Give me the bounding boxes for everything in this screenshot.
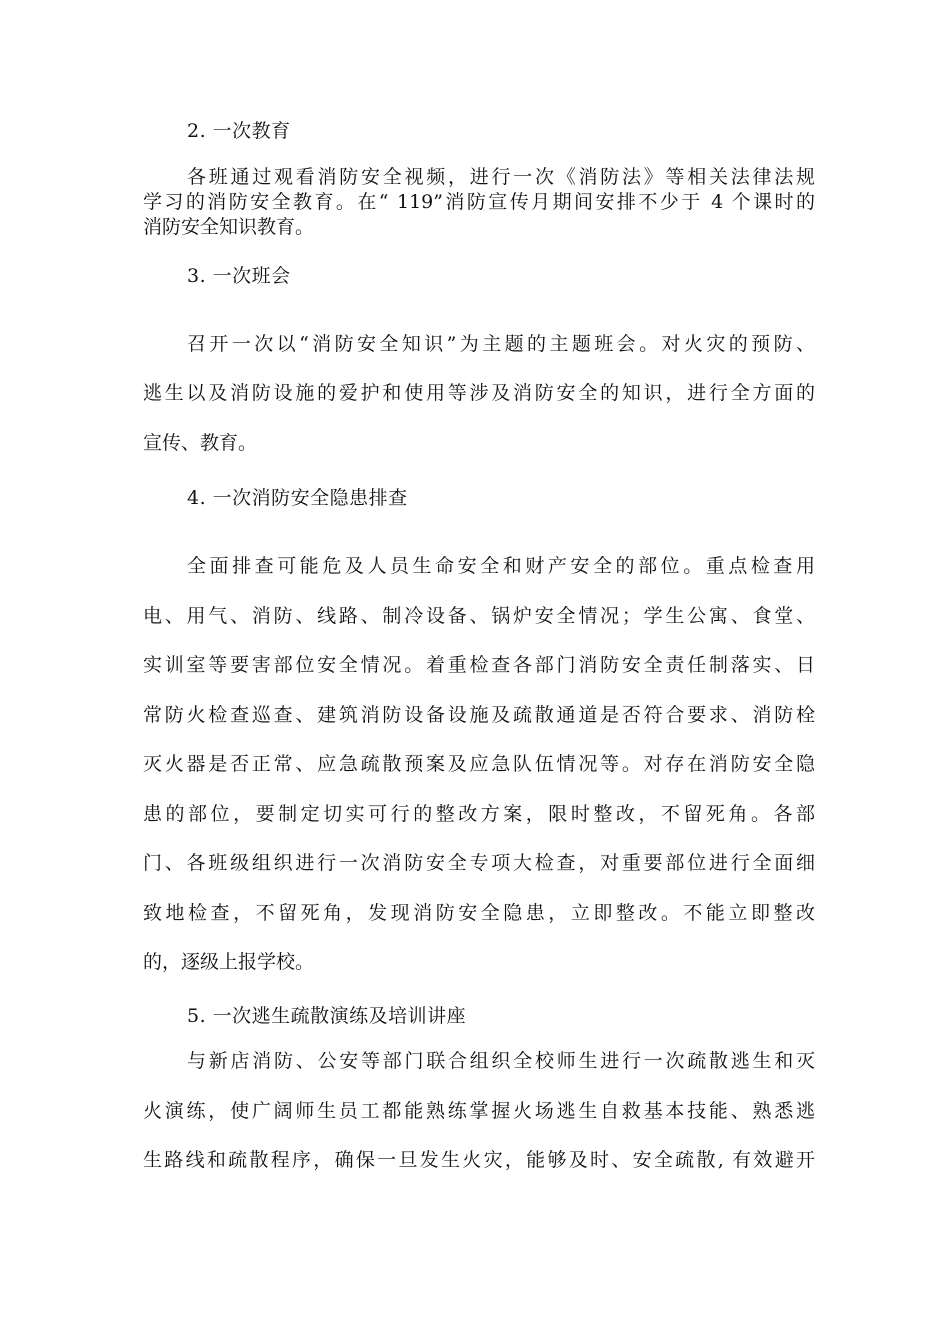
section-heading-5: 5. 一次逃生疏散演练及培训讲座 bbox=[187, 1005, 467, 1027]
paragraph-line: 全面排查可能危及人员生命安全和财产安全的部位。重点检查用 bbox=[187, 555, 815, 577]
paragraph-line: 宣传、教育。 bbox=[143, 432, 258, 454]
paragraph-line: 生路线和疏散程序，确保一旦发生火灾，能够及时、安全疏散, 有效避开 bbox=[143, 1149, 815, 1171]
section-heading-3: 3. 一次班会 bbox=[187, 265, 291, 287]
paragraph-line: 电、用气、消防、线路、制冷设备、锅炉安全情况；学生公寓、食堂、 bbox=[143, 605, 815, 627]
paragraph-line: 灭火器是否正常、应急疏散预案及应急队伍情况等。对存在消防安全隐 bbox=[143, 753, 815, 775]
paragraph-line: 与新店消防、公安等部门联合组织全校师生进行一次疏散逃生和灭 bbox=[187, 1050, 815, 1072]
paragraph-line: 的，逐级上报学校。 bbox=[143, 951, 315, 973]
paragraph-line: 患的部位，要制定切实可行的整改方案，限时整改，不留死角。各部 bbox=[143, 803, 815, 825]
paragraph-line: 召开一次以“消防安全知识”为主题的主题班会。对火灾的预防、 bbox=[187, 333, 815, 355]
paragraph-line: 各班通过观看消防安全视频，进行一次《消防法》等相关法律法规 bbox=[187, 166, 815, 188]
paragraph-line: 门、各班级组织进行一次消防安全专项大检查，对重要部位进行全面细 bbox=[143, 852, 815, 874]
paragraph-line: 消防安全知识教育。 bbox=[143, 216, 315, 238]
section-heading-2: 2. 一次教育 bbox=[187, 120, 291, 142]
section-heading-4: 4. 一次消防安全隐患排查 bbox=[187, 487, 408, 509]
paragraph-line: 实训室等要害部位安全情况。着重检查各部门消防安全责任制落实、日 bbox=[143, 654, 815, 676]
paragraph-line: 逃生以及消防设施的爱护和使用等涉及消防安全的知识，进行全方面的 bbox=[143, 382, 815, 404]
paragraph-line: 常防火检查巡查、建筑消防设备设施及疏散通道是否符合要求、消防栓 bbox=[143, 704, 815, 726]
paragraph-line: 致地检查，不留死角，发现消防安全隐患，立即整改。不能立即整改 bbox=[143, 902, 815, 924]
paragraph-line: 学习的消防安全教育。在“ 119”消防宣传月期间安排不少于 4 个课时的 bbox=[143, 191, 815, 213]
paragraph-line: 火演练，使广阔师生员工都能熟练掌握火场逃生自救基本技能、熟悉逃 bbox=[143, 1100, 815, 1122]
